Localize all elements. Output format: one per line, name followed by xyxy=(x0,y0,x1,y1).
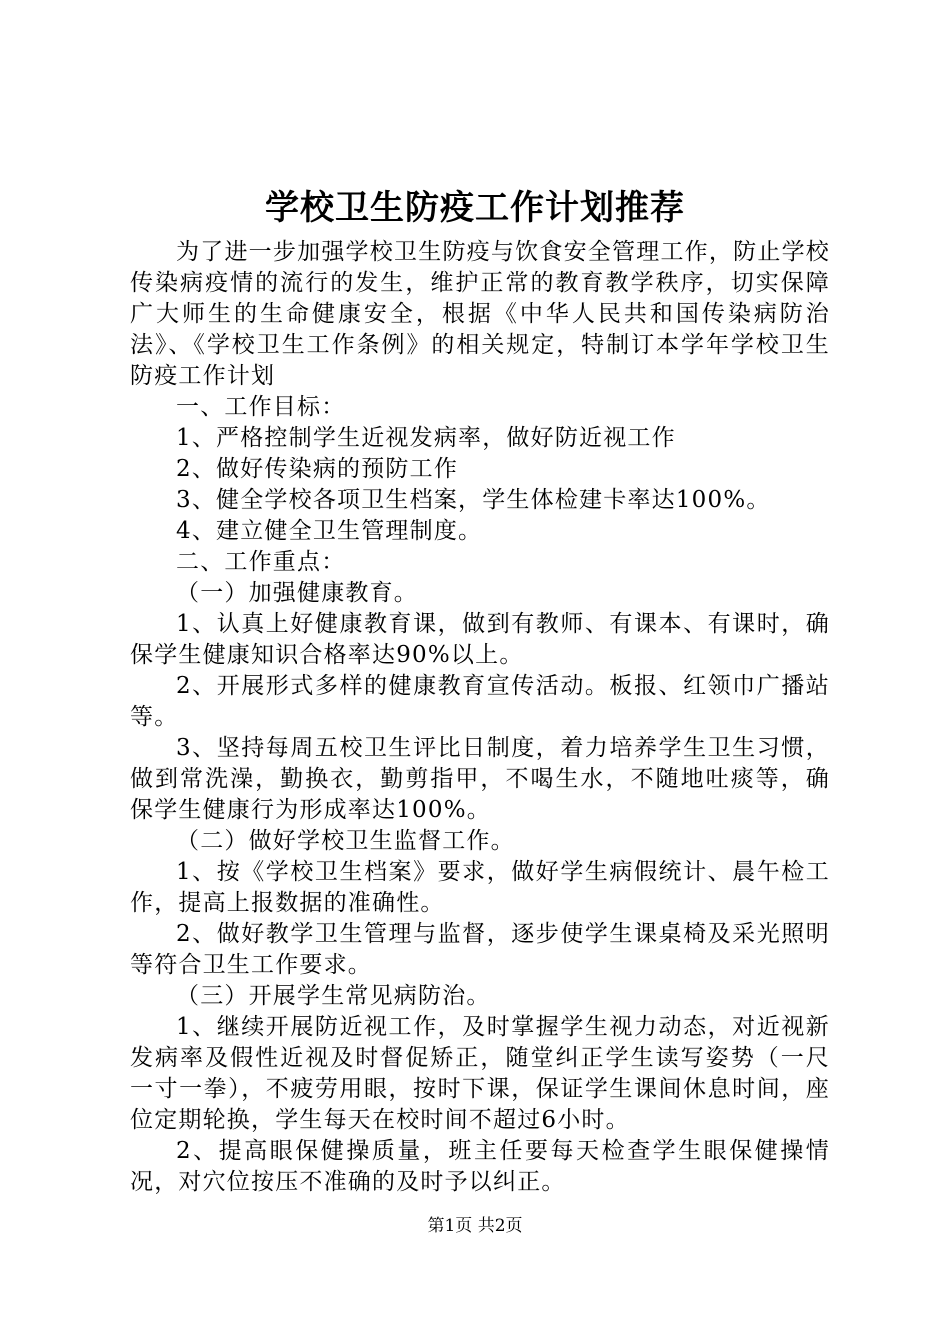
page-footer: 第1页 共2页 xyxy=(427,1216,523,1236)
list-item: 1、按《学校卫生档案》要求，做好学生病假统计、晨午检工作，提高上报数据的准确性。 xyxy=(130,859,830,916)
goal-item: 1、严格控制学生近视发病率，做好防近视工作 xyxy=(176,425,676,451)
list-item: 1、继续开展防近视工作，及时掌握学生视力动态，对近视新发病率及假性近视及时督促矫正，随堂纠正学生读写姿势（一尺一寸一拳），不疲劳用眼，按时下课，保证学生课间休息时间，座位定期轮换，学生每天在校时间不超过6小时。 xyxy=(130,1014,830,1133)
document-body xyxy=(130,237,830,1198)
list-item: 1、认真上好健康教育课，做到有教师、有课本、有课时，确保学生健康知识合格率达90%以上。 xyxy=(130,611,830,668)
subsection-heading: （二）做好学校卫生监督工作。 xyxy=(176,828,515,854)
list-item: 2、做好教学卫生管理与监督，逐步使学生课桌椅及采光照明等符合卫生工作要求。 xyxy=(130,921,830,978)
subsection-heading: （三）开展学生常见病防治。 xyxy=(176,983,491,1009)
goal-item: 3、健全学校各项卫生档案，学生体检建卡率达100%。 xyxy=(176,487,771,513)
section-heading-focus: 二、工作重点： xyxy=(176,549,346,575)
list-item: 3、坚持每周五校卫生评比日制度，着力培养学生卫生习惯，做到常洗澡，勤换衣，勤剪指甲，不喝生水，不随地吐痰等，确保学生健康行为形成率达100%。 xyxy=(130,735,830,823)
section-heading-goals: 一、工作目标： xyxy=(176,394,346,420)
document-title: 学校卫生防疫工作计划推荐 xyxy=(265,188,685,228)
goal-item: 4、建立健全卫生管理制度。 xyxy=(176,518,483,544)
list-item: 2、提高眼保健操质量，班主任要每天检查学生眼保健操情况，对穴位按压不准确的及时予以纠正。 xyxy=(130,1138,830,1195)
intro-paragraph: 为了进一步加强学校卫生防疫与饮食安全管理工作，防止学校传染病疫情的流行的发生，维护正常的教育教学秩序，切实保障广大师生的生命健康安全，根据《中华人民共和国传染病防治法》、《学校卫生工作条例》的相关规定，特制订本学年学校卫生防疫工作计划 xyxy=(130,239,830,389)
goal-item: 2、做好传染病的预防工作 xyxy=(176,456,459,482)
list-item: 2、开展形式多样的健康教育宣传活动。板报、红领巾广播站等。 xyxy=(130,673,830,730)
subsection-heading: （一）加强健康教育。 xyxy=(176,580,418,606)
